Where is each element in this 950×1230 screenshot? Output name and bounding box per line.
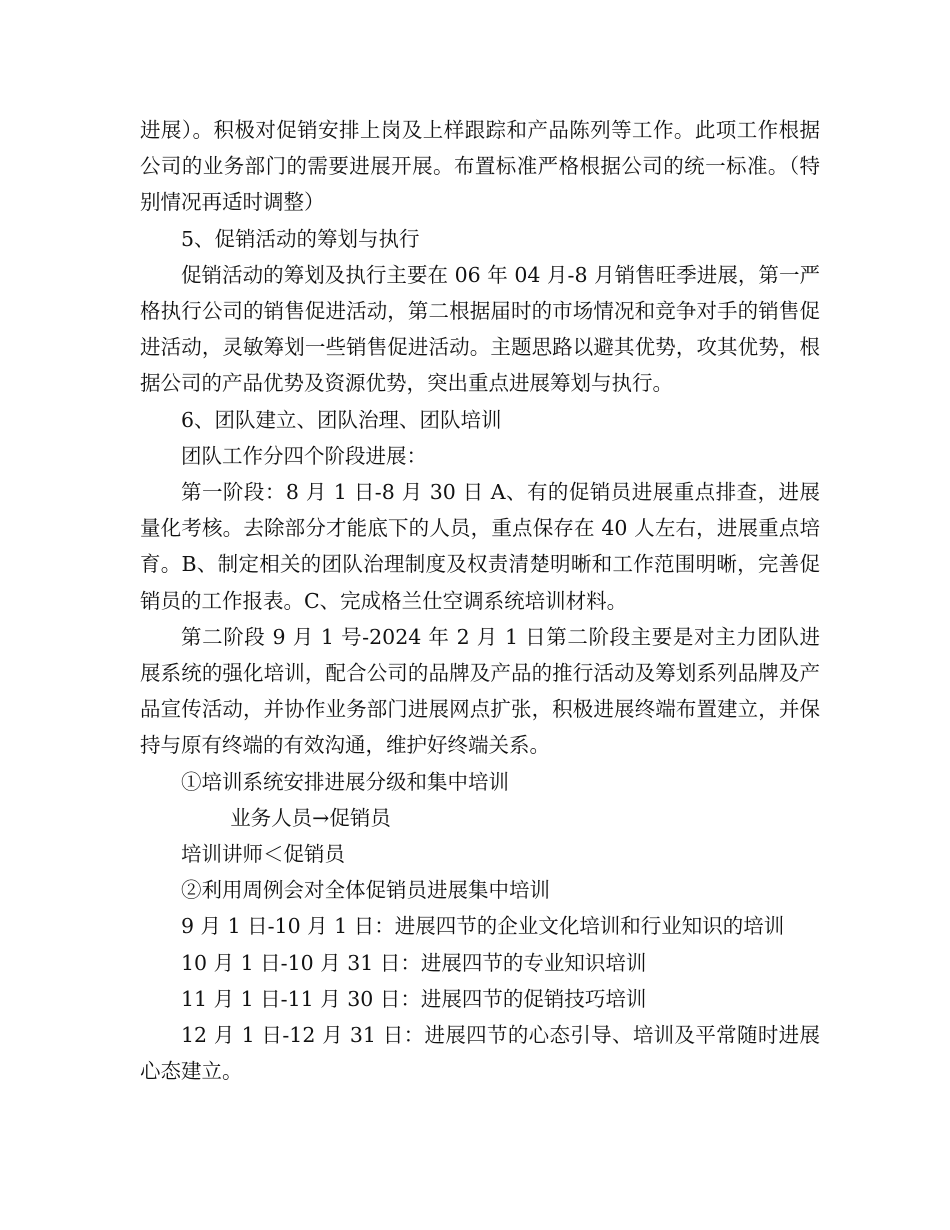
- paragraph-team-stages-intro: 团队工作分四个阶段进展：: [181, 443, 427, 468]
- paragraph-stage-one: 第一阶段：8 月 1 日-8 月 30 日 A、有的促销员进展重点排查，进展量化考核。去除部分才能底下的人员，重点保存在 40 人左右，进展重点培育。B、制定相关的团队治理制度及权责清楚明晰和工作范围明晰，完善促销员的工作报表。C、完成格兰仕空调系统培训材料。: [140, 480, 820, 613]
- schedule-item-november: 11 月 1 日-11 月 30 日：进展四节的促销技巧培训: [181, 986, 647, 1011]
- training-flow-trainer-to-promoter: 培训讲师＜促销员: [181, 842, 345, 867]
- section-heading-team: 6、团队建立、团队治理、团队培训: [181, 407, 502, 432]
- training-flow-business-to-promoter: 业务人员→促销员: [230, 805, 391, 830]
- paragraph-promotion-planning: 促销活动的筹划及执行主要在 06 年 04 月-8 月销售旺季进展，第一严格执行公司的销售促进活动，第二根据届时的市场情况和竞争对手的销售促进活动，灵敏筹划一些销售促进活动。主题思路以避其优势，攻其优势，根据公司的产品优势及资源优势，突出重点进展筹划与执行。: [140, 262, 820, 396]
- paragraph-continuation: 进展）。积极对促销安排上岗及上样跟踪和产品陈列等工作。此项工作根据公司的业务部门的需要进展开展。布置标准严格根据公司的统一标准。（特别情况再适时调整）: [140, 118, 820, 215]
- document-body: [140, 112, 820, 1089]
- schedule-item-december: 12 月 1 日-12 月 31 日：进展四节的心态引导、培训及平常随时进展心态建立。: [140, 1023, 820, 1084]
- section-heading-promotion-planning: 5、促销活动的筹划与执行: [181, 226, 420, 251]
- schedule-item-october: 10 月 1 日-10 月 31 日：进展四节的专业知识培训: [181, 950, 647, 975]
- schedule-item-september: 9 月 1 日-10 月 1 日：进展四节的企业文化培训和行业知识的培训: [181, 914, 785, 939]
- list-item-training-system: ①培训系统安排进展分级和集中培训: [181, 769, 509, 794]
- paragraph-stage-two: 第二阶段 9 月 1 号-2024 年 2 月 1 日第二阶段主要是对主力团队进展系统的强化培训，配合公司的品牌及产品的推行活动及筹划系列品牌及产品宣传活动，并协作业务部门进展网点扩张，积极进展终端布置建立，并保持与原有终端的有效沟通，维护好终端关系。: [140, 624, 820, 758]
- list-item-weekly-training: ②利用周例会对全体促销员进展集中培训: [181, 878, 550, 903]
